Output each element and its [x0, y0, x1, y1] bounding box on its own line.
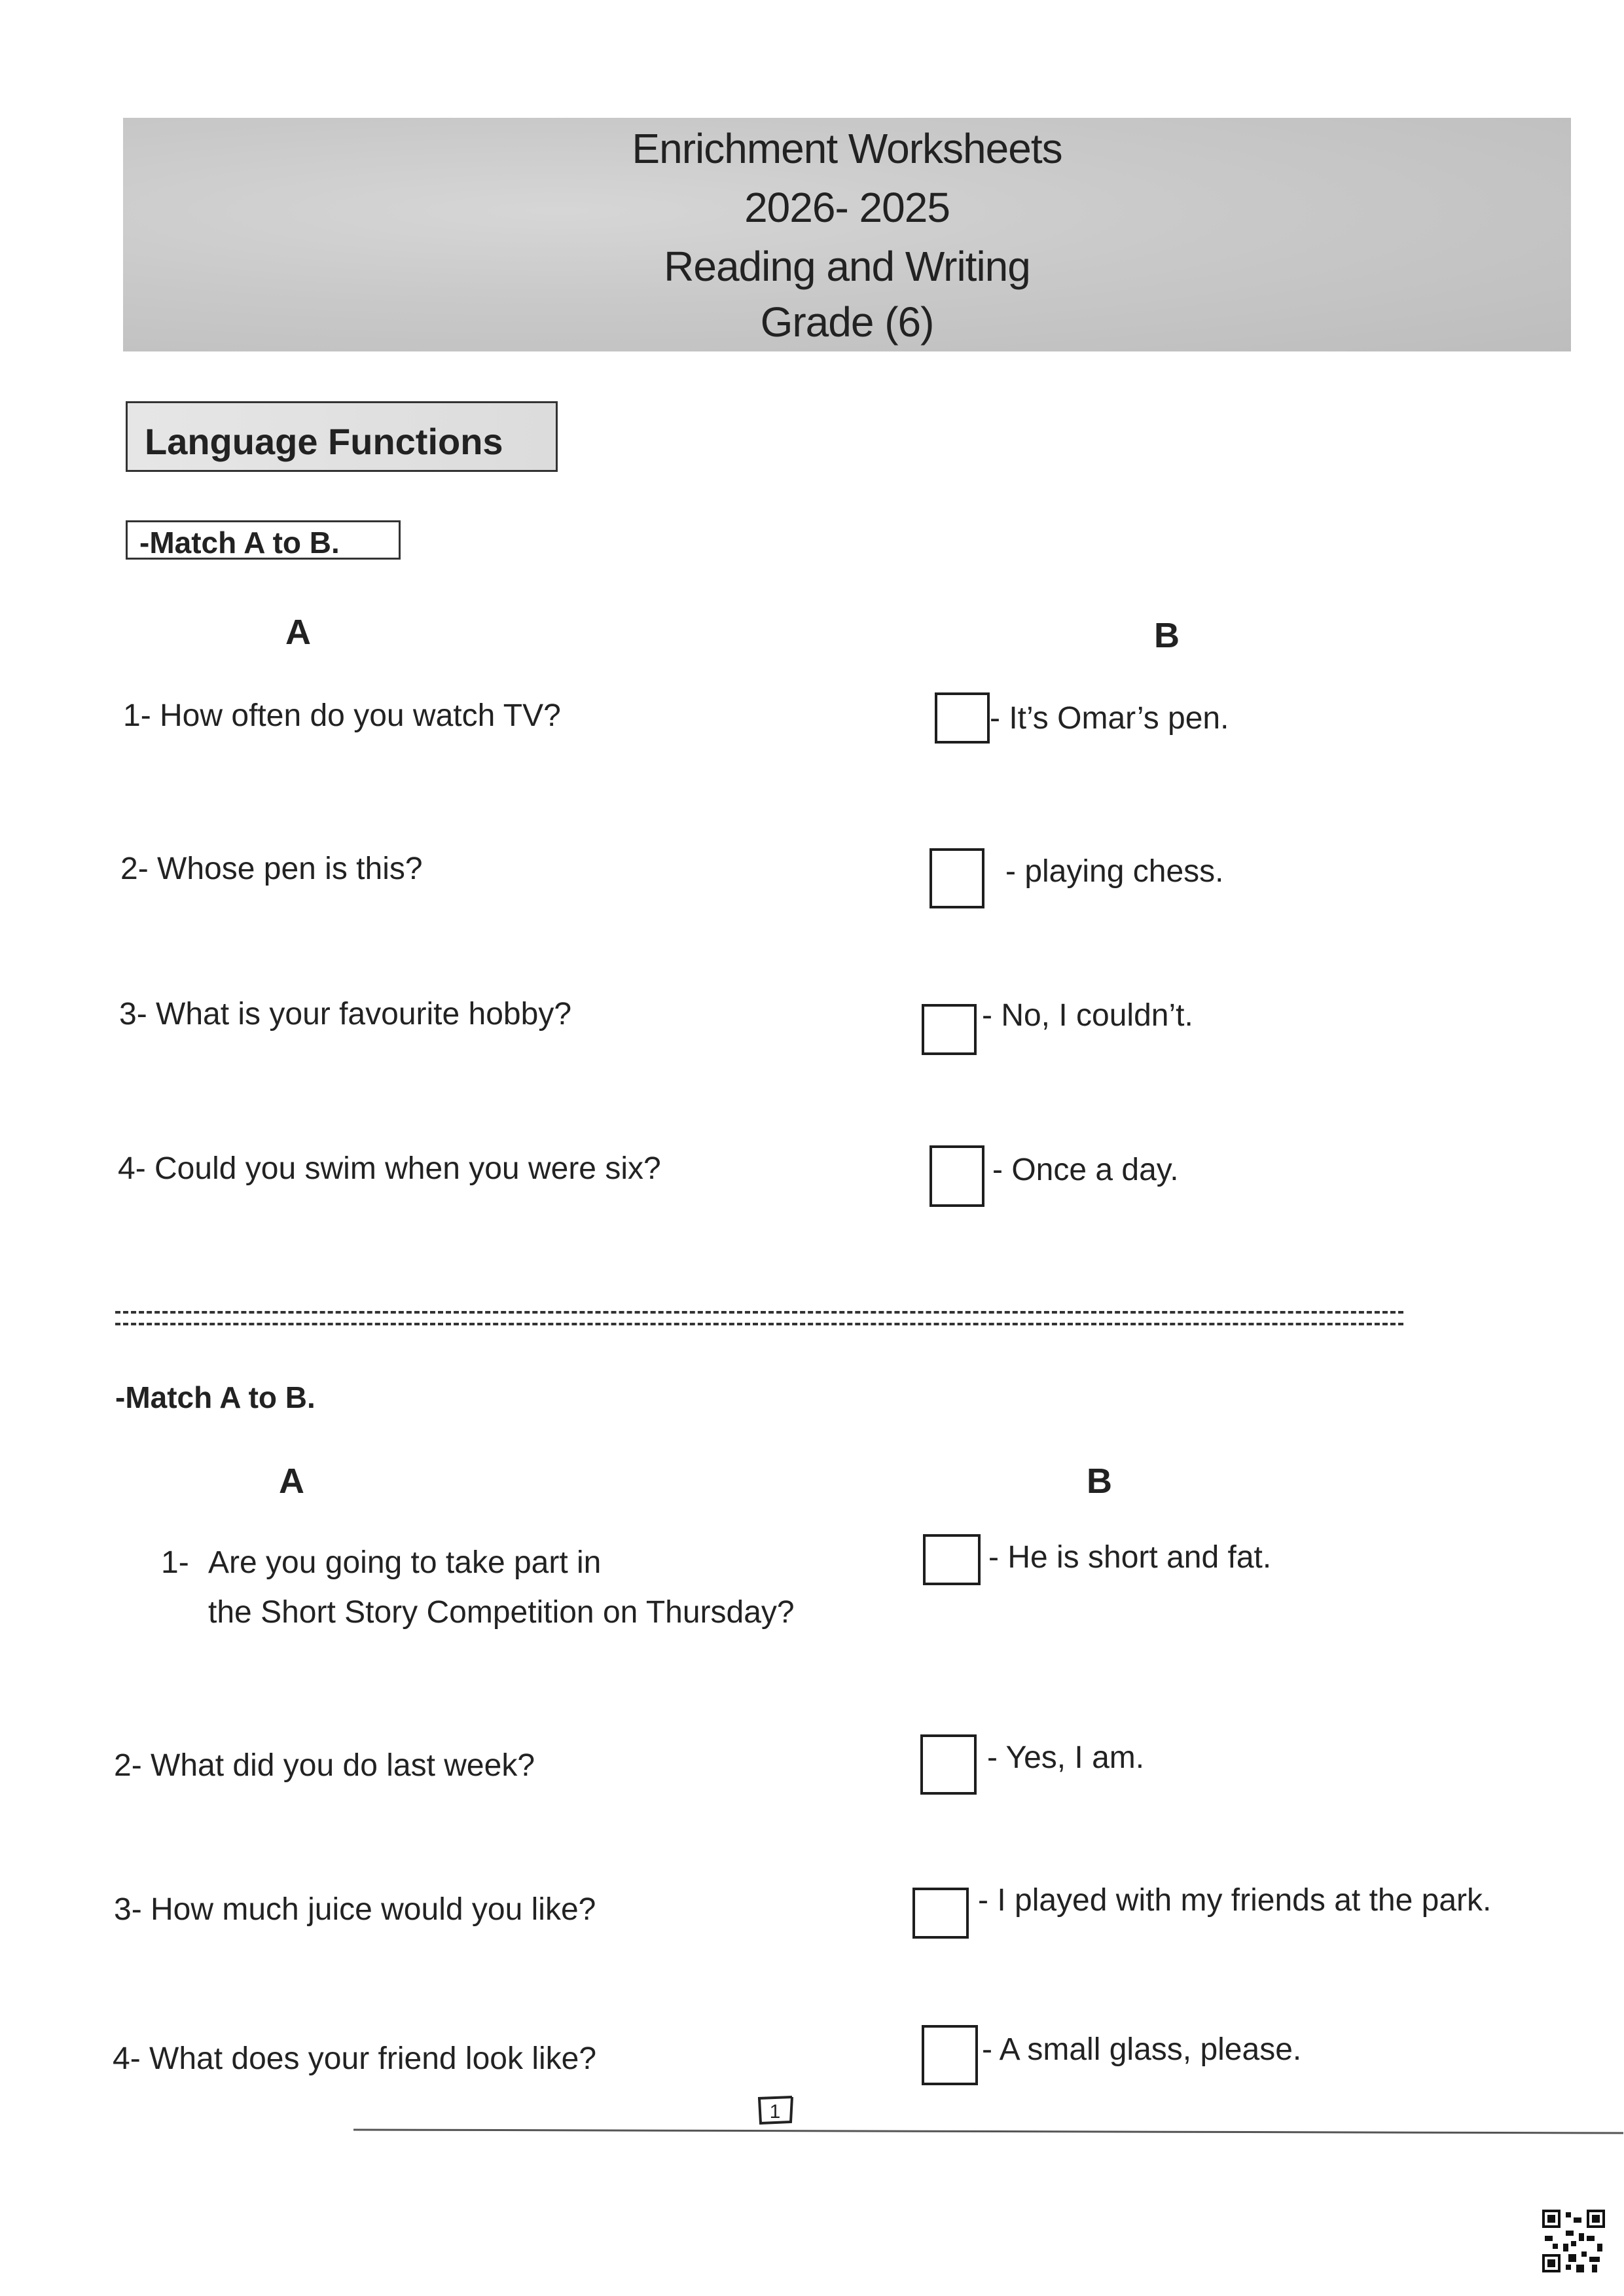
exercise2-question-1-line2: the Short Story Competition on Thursday?: [208, 1595, 795, 1630]
exercise2-answer-2: - Yes, I am.: [987, 1740, 1145, 1775]
svg-text:1: 1: [769, 2101, 781, 2123]
exercise2-answer-box-3[interactable]: [912, 1888, 969, 1939]
exercise2-answer-box-4[interactable]: [922, 2025, 978, 2085]
exercise1-answer-4: - Once a day.: [992, 1153, 1179, 1187]
exercise2-question-3: 3- How much juice would you like?: [114, 1892, 596, 1927]
exercise2-answer-box-1[interactable]: [923, 1534, 981, 1585]
exercise1-question-3: 3- What is your favourite hobby?: [119, 997, 572, 1031]
exercise2-answer-3: - I played with my friends at the park.: [978, 1883, 1492, 1918]
header-title: Enrichment Worksheets: [632, 125, 1062, 172]
exercise2-column-a: A: [279, 1462, 304, 1501]
exercise2-instruction: -Match A to B.: [115, 1380, 316, 1414]
exercise1-question-4: 4- Could you swim when you were six?: [118, 1151, 661, 1186]
header-grade: Grade (6): [760, 298, 934, 346]
exercise2-answer-box-2[interactable]: [920, 1734, 977, 1795]
exercise1-answer-box-3[interactable]: [922, 1004, 977, 1055]
exercise1-column-b: B: [1154, 616, 1180, 655]
section-separator: [115, 1311, 1403, 1325]
exercise2-column-b: B: [1087, 1462, 1112, 1501]
page-number: [754, 2093, 796, 2126]
exercise2-question-1-line1: Are you going to take part in: [208, 1545, 602, 1580]
exercise1-question-1: 1- How often do you watch TV?: [123, 698, 561, 733]
exercise1-answer-1: - It’s Omar’s pen.: [990, 701, 1229, 736]
exercise1-column-a: A: [285, 613, 311, 652]
header-subject: Reading and Writing: [664, 243, 1030, 290]
exercise2-answer-4: - A small glass, please.: [982, 2032, 1302, 2067]
exercise1-answer-3: - No, I couldn’t.: [982, 998, 1193, 1033]
exercise2-question-1-number: 1-: [161, 1545, 189, 1580]
exercise2-answer-1: - He is short and fat.: [988, 1540, 1272, 1575]
exercise1-answer-2: - playing chess.: [1005, 854, 1224, 889]
footer-rule: [353, 2128, 1623, 2134]
header-year: 2026- 2025: [744, 184, 950, 231]
qr-code-icon: [1540, 2207, 1608, 2275]
section-title: Language Functions: [126, 401, 558, 472]
exercise2-question-2: 2- What did you do last week?: [114, 1748, 535, 1783]
header-band: [123, 118, 1571, 351]
exercise1-answer-box-2[interactable]: [929, 848, 984, 908]
exercise1-instruction: -Match A to B.: [126, 520, 401, 560]
exercise1-question-2: 2- Whose pen is this?: [120, 852, 423, 886]
exercise1-answer-box-1[interactable]: [935, 692, 990, 744]
exercise2-question-4: 4- What does your friend look like?: [113, 2041, 597, 2076]
exercise1-answer-box-4[interactable]: [929, 1145, 984, 1207]
